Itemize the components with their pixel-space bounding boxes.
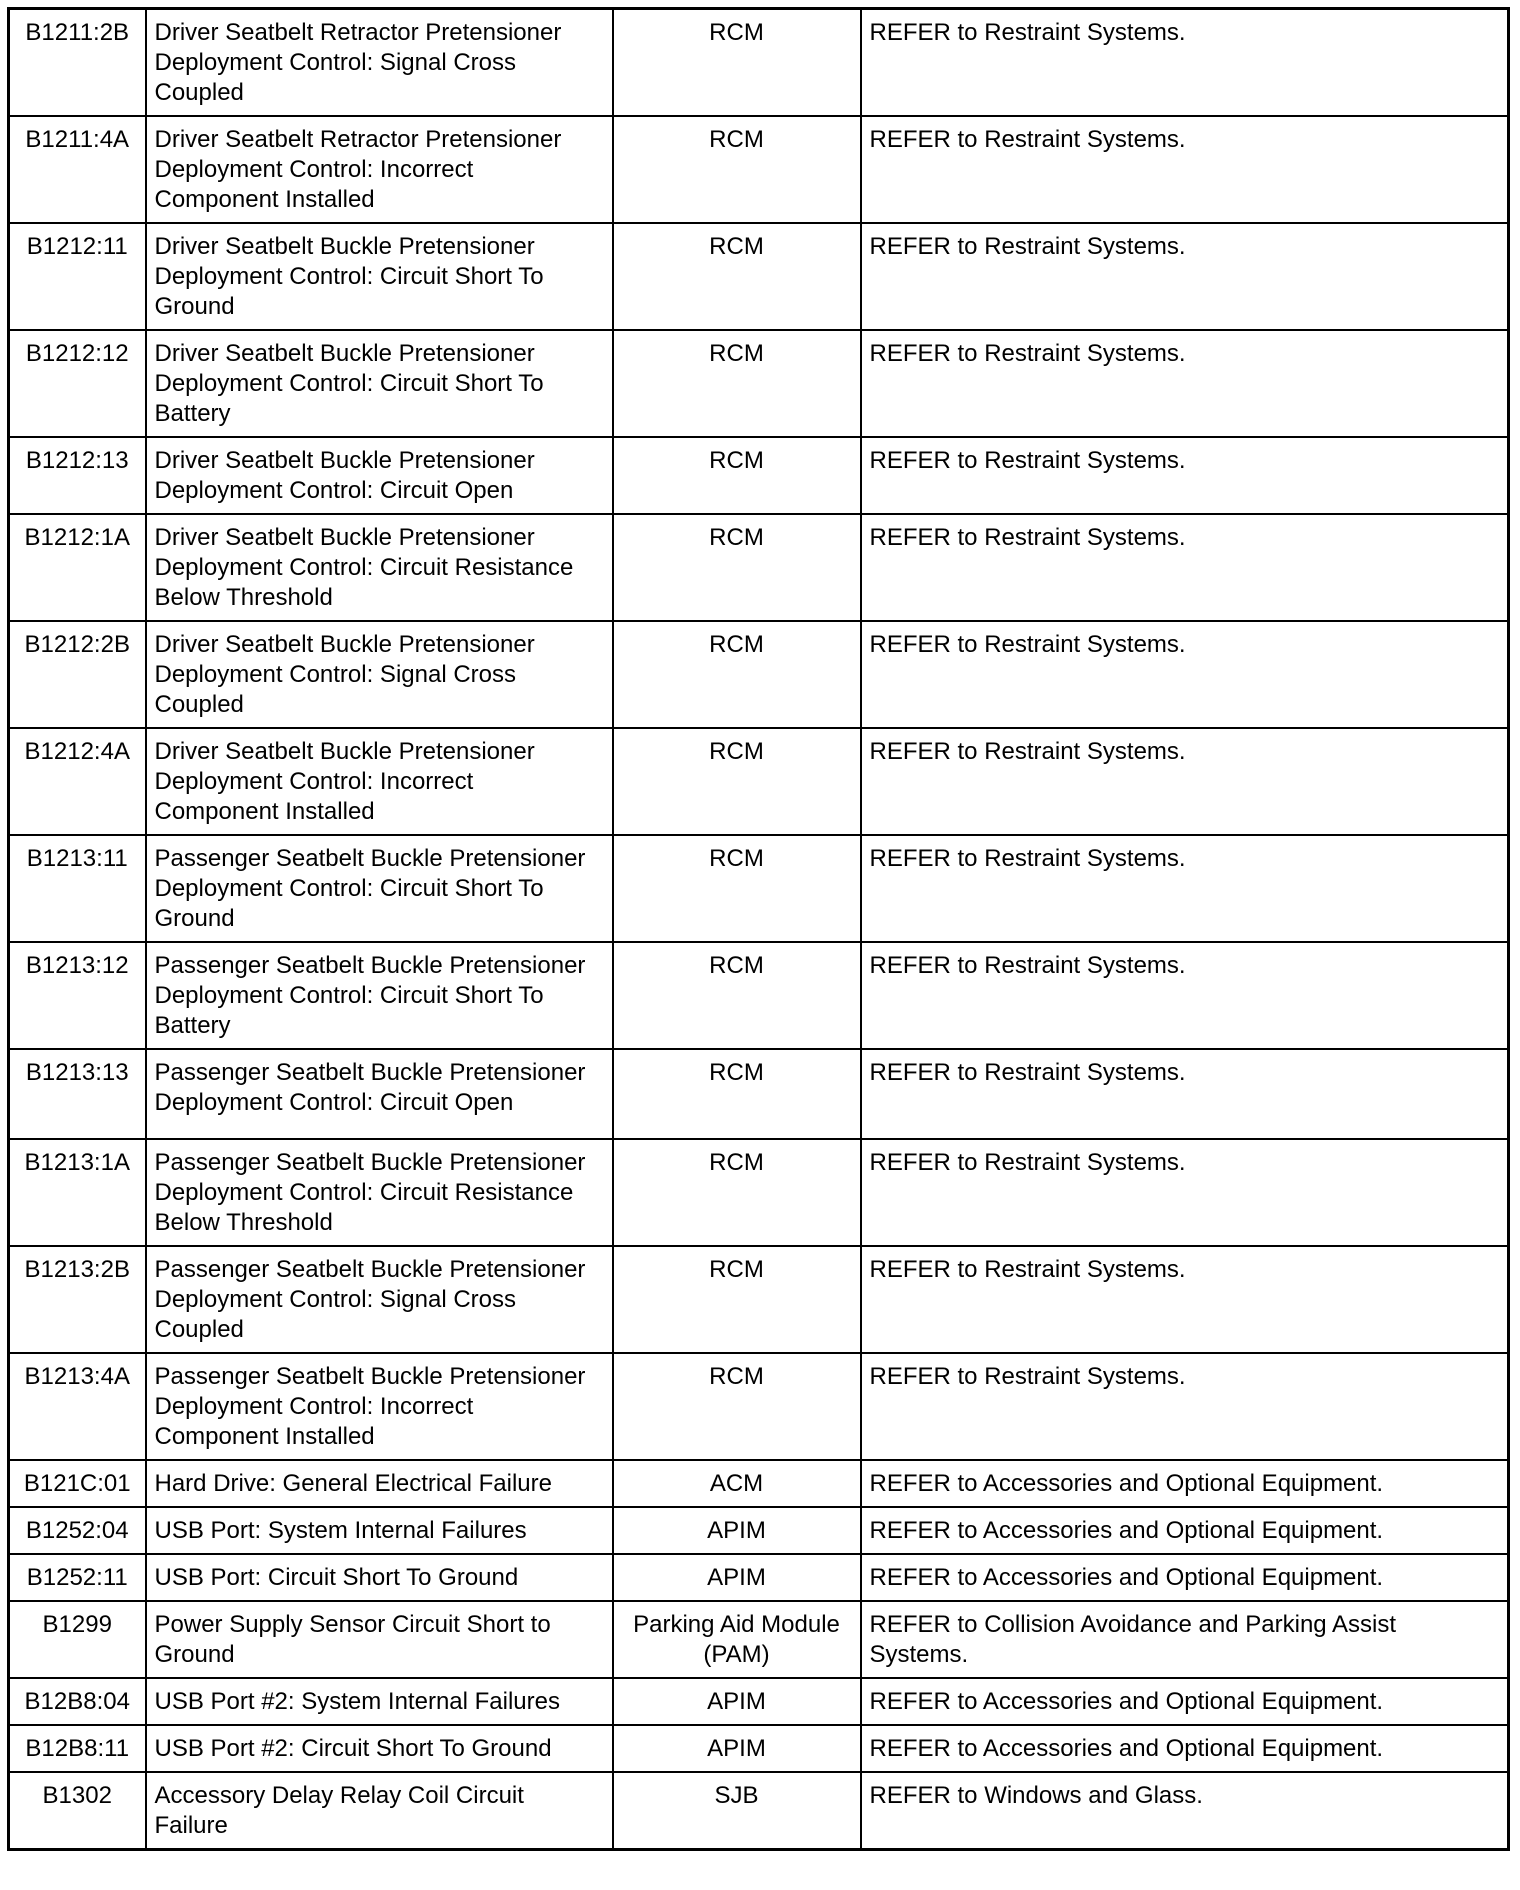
description-cell: Passenger Seatbelt Buckle Pretensioner Deployment Control: Circuit Short To Battery (146, 942, 613, 1049)
action-cell: REFER to Restraint Systems. (861, 1246, 1509, 1353)
module-cell: SJB (613, 1772, 861, 1850)
description-cell: USB Port: Circuit Short To Ground (146, 1554, 613, 1601)
description-cell: Driver Seatbelt Buckle Pretensioner Deployment Control: Circuit Short To Battery (146, 330, 613, 437)
module-cell: ACM (613, 1460, 861, 1507)
description-cell: Driver Seatbelt Buckle Pretensioner Deployment Control: Circuit Resistance Below Threshold (146, 514, 613, 621)
module-cell: RCM (613, 1246, 861, 1353)
description-cell: USB Port #2: System Internal Failures (146, 1678, 613, 1725)
action-cell: REFER to Accessories and Optional Equipment. (861, 1725, 1509, 1772)
table-row (9, 437, 1509, 514)
action-cell: REFER to Restraint Systems. (861, 514, 1509, 621)
dtc-code-cell: B1213:1A (9, 1139, 146, 1246)
table-row (9, 9, 1509, 117)
description-cell: Driver Seatbelt Retractor Pretensioner Deployment Control: Incorrect Component Installed (146, 116, 613, 223)
dtc-code-cell: B1213:13 (9, 1049, 146, 1139)
action-cell: REFER to Restraint Systems. (861, 942, 1509, 1049)
module-cell: APIM (613, 1507, 861, 1554)
action-cell: REFER to Accessories and Optional Equipment. (861, 1678, 1509, 1725)
table-row (9, 1507, 1509, 1554)
dtc-code-cell: B1212:2B (9, 621, 146, 728)
action-cell: REFER to Restraint Systems. (861, 621, 1509, 728)
description-cell: Passenger Seatbelt Buckle Pretensioner Deployment Control: Incorrect Component Installed (146, 1353, 613, 1460)
table-row (9, 942, 1509, 1049)
description-cell: USB Port: System Internal Failures (146, 1507, 613, 1554)
description-cell: Driver Seatbelt Buckle Pretensioner Deployment Control: Incorrect Component Installed (146, 728, 613, 835)
table-row (9, 1554, 1509, 1601)
action-cell: REFER to Restraint Systems. (861, 835, 1509, 942)
table-row (9, 621, 1509, 728)
dtc-code-cell: B1299 (9, 1601, 146, 1678)
action-cell: REFER to Restraint Systems. (861, 9, 1509, 117)
module-cell: RCM (613, 116, 861, 223)
action-cell: REFER to Windows and Glass. (861, 1772, 1509, 1850)
dtc-code-cell: B1212:4A (9, 728, 146, 835)
description-cell: Driver Seatbelt Retractor Pretensioner Deployment Control: Signal Cross Coupled (146, 9, 613, 117)
description-cell: Passenger Seatbelt Buckle Pretensioner Deployment Control: Signal Cross Coupled (146, 1246, 613, 1353)
table-row (9, 1049, 1509, 1139)
dtc-code-cell: B1213:12 (9, 942, 146, 1049)
description-cell: Passenger Seatbelt Buckle Pretensioner Deployment Control: Circuit Short To Ground (146, 835, 613, 942)
action-cell: REFER to Restraint Systems. (861, 1139, 1509, 1246)
module-cell: RCM (613, 514, 861, 621)
action-cell: REFER to Restraint Systems. (861, 223, 1509, 330)
table-row (9, 1246, 1509, 1353)
dtc-code-cell: B12B8:11 (9, 1725, 146, 1772)
action-cell: REFER to Accessories and Optional Equipment. (861, 1554, 1509, 1601)
table-row (9, 835, 1509, 942)
module-cell: RCM (613, 621, 861, 728)
description-cell: Passenger Seatbelt Buckle Pretensioner Deployment Control: Circuit Open (146, 1049, 613, 1139)
module-cell: RCM (613, 330, 861, 437)
module-cell: RCM (613, 1049, 861, 1139)
action-cell: REFER to Collision Avoidance and Parking Assist Systems. (861, 1601, 1509, 1678)
table-row (9, 330, 1509, 437)
table-row (9, 1353, 1509, 1460)
dtc-table (7, 7, 1510, 1851)
module-cell: APIM (613, 1554, 861, 1601)
dtc-code-cell: B1212:1A (9, 514, 146, 621)
table-row (9, 1139, 1509, 1246)
module-cell: Parking Aid Module (PAM) (613, 1601, 861, 1678)
description-cell: Driver Seatbelt Buckle Pretensioner Deployment Control: Circuit Open (146, 437, 613, 514)
module-cell: RCM (613, 942, 861, 1049)
table-row (9, 728, 1509, 835)
dtc-code-cell: B1212:12 (9, 330, 146, 437)
description-cell: USB Port #2: Circuit Short To Ground (146, 1725, 613, 1772)
dtc-code-cell: B1213:4A (9, 1353, 146, 1460)
description-cell: Driver Seatbelt Buckle Pretensioner Deployment Control: Circuit Short To Ground (146, 223, 613, 330)
table-row (9, 1460, 1509, 1507)
dtc-code-cell: B1252:11 (9, 1554, 146, 1601)
module-cell: RCM (613, 835, 861, 942)
description-cell: Power Supply Sensor Circuit Short to Ground (146, 1601, 613, 1678)
table-row (9, 514, 1509, 621)
dtc-code-cell: B121C:01 (9, 1460, 146, 1507)
action-cell: REFER to Restraint Systems. (861, 728, 1509, 835)
action-cell: REFER to Restraint Systems. (861, 116, 1509, 223)
dtc-code-cell: B1213:11 (9, 835, 146, 942)
module-cell: RCM (613, 223, 861, 330)
dtc-code-cell: B1212:13 (9, 437, 146, 514)
dtc-table-body (9, 9, 1509, 1850)
dtc-code-cell: B1213:2B (9, 1246, 146, 1353)
module-cell: RCM (613, 9, 861, 117)
table-row (9, 1772, 1509, 1850)
module-cell: RCM (613, 728, 861, 835)
dtc-code-cell: B1302 (9, 1772, 146, 1850)
action-cell: REFER to Accessories and Optional Equipment. (861, 1507, 1509, 1554)
dtc-code-cell: B1212:11 (9, 223, 146, 330)
description-cell: Passenger Seatbelt Buckle Pretensioner Deployment Control: Circuit Resistance Below Threshold (146, 1139, 613, 1246)
action-cell: REFER to Accessories and Optional Equipment. (861, 1460, 1509, 1507)
dtc-code-cell: B1211:4A (9, 116, 146, 223)
description-cell: Hard Drive: General Electrical Failure (146, 1460, 613, 1507)
module-cell: APIM (613, 1678, 861, 1725)
table-row (9, 1601, 1509, 1678)
table-row (9, 1678, 1509, 1725)
action-cell: REFER to Restraint Systems. (861, 437, 1509, 514)
module-cell: RCM (613, 1139, 861, 1246)
module-cell: RCM (613, 1353, 861, 1460)
table-row (9, 116, 1509, 223)
dtc-code-cell: B1211:2B (9, 9, 146, 117)
module-cell: APIM (613, 1725, 861, 1772)
description-cell: Driver Seatbelt Buckle Pretensioner Deployment Control: Signal Cross Coupled (146, 621, 613, 728)
table-row (9, 1725, 1509, 1772)
dtc-code-cell: B12B8:04 (9, 1678, 146, 1725)
description-cell: Accessory Delay Relay Coil Circuit Failure (146, 1772, 613, 1850)
action-cell: REFER to Restraint Systems. (861, 330, 1509, 437)
table-row (9, 223, 1509, 330)
action-cell: REFER to Restraint Systems. (861, 1353, 1509, 1460)
module-cell: RCM (613, 437, 861, 514)
dtc-code-cell: B1252:04 (9, 1507, 146, 1554)
action-cell: REFER to Restraint Systems. (861, 1049, 1509, 1139)
